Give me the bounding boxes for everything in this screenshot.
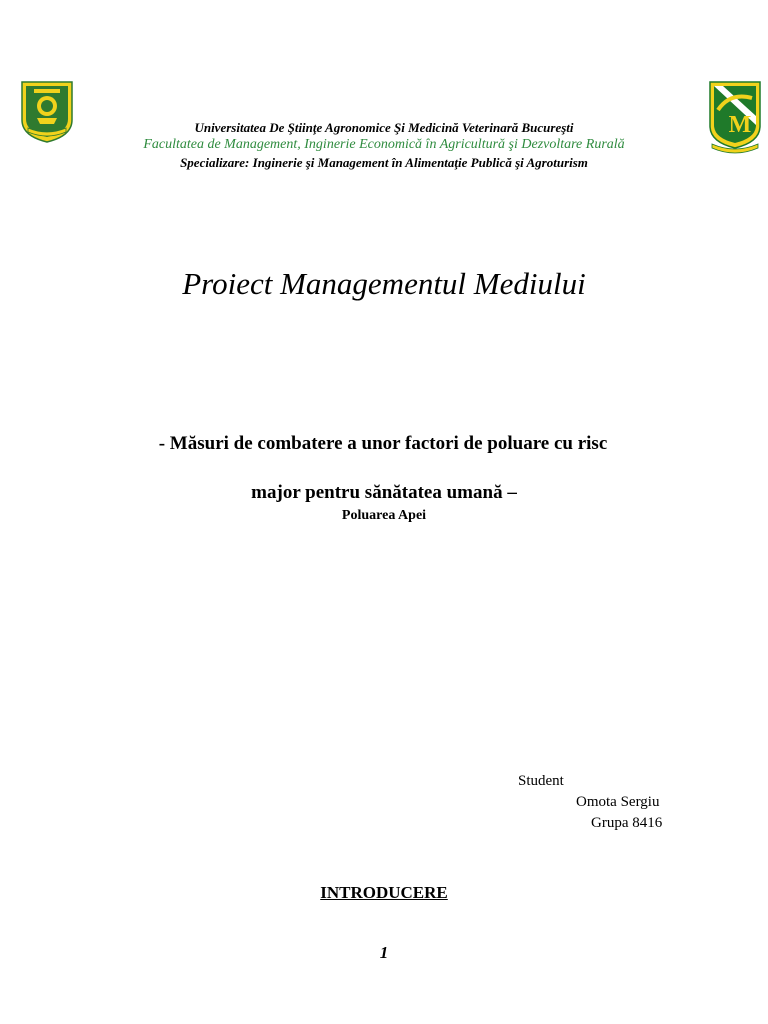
author-role: Student bbox=[518, 773, 564, 789]
specialization: Specializare: Inginerie şi Management în Alimentaţie Publică şi Agroturism bbox=[180, 155, 588, 170]
author-group: Grupa 8416 bbox=[591, 815, 663, 831]
page-number: 1 bbox=[379, 943, 389, 962]
subject-heading: Poluarea Apei bbox=[341, 508, 427, 523]
university-name: Universitatea De Ştiinţe Agronomice Şi Medicină Veterinară Bucureşti bbox=[194, 120, 574, 135]
faculty-name: Facultatea de Management, Inginerie Economică în Agricultură şi Dezvoltare Rurală bbox=[143, 137, 625, 152]
document-title: Proiect Managementul Mediului bbox=[182, 266, 586, 301]
section-heading bbox=[0, 882, 768, 904]
subtitle-line-2: major pentru sănătatea umană – bbox=[251, 482, 517, 503]
subtitle-line-1: - Măsuri de combatere a unor factori de poluare cu risc bbox=[158, 433, 608, 454]
svg-text:M: M bbox=[728, 112, 752, 138]
section-heading-text: INTRODUCERE bbox=[320, 883, 448, 902]
author-name: Omota Sergiu bbox=[576, 794, 660, 810]
